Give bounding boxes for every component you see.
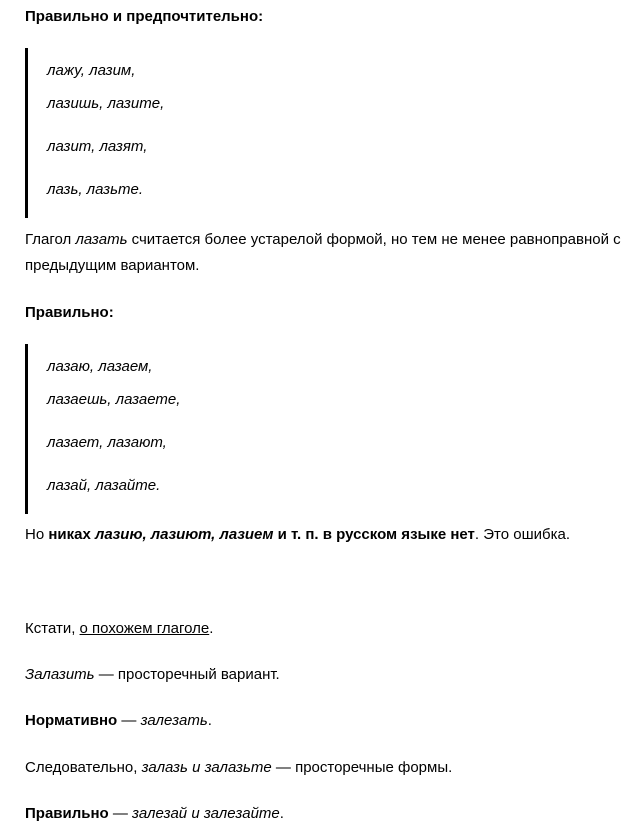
quote-line: лазаю, лазаем, xyxy=(47,358,153,375)
blockquote-preferred-forms xyxy=(25,48,164,218)
quote-line: лазаешь, лазаете, xyxy=(47,391,181,408)
blockquote-correct-forms xyxy=(25,344,180,514)
similar-verb-link[interactable]: о похожем глаголе xyxy=(79,620,210,637)
paragraph-zalazit: Залазить — просторечный вариант. xyxy=(25,666,280,683)
quote-line: лажу, лазим, xyxy=(47,62,136,79)
quote-line: лазь, лазьте. xyxy=(47,181,144,198)
paragraph-error-note: Но никах лазию, лазиют, лазием и т. п. в русском языке нет. Это ошибка. xyxy=(25,526,570,543)
quote-line: лазит, лазят, xyxy=(47,138,148,155)
quote-line: лазает, лазают, xyxy=(47,434,167,451)
section-heading-correct: Правильно: xyxy=(25,304,114,321)
paragraph-normative: Нормативно — залезать. xyxy=(25,712,212,729)
section-heading-preferred: Правильно и предпочтительно: xyxy=(25,8,264,25)
quote-line: лазишь, лазите, xyxy=(47,95,165,112)
paragraph-similar-verb: Кстати, о похожем глаголе. xyxy=(25,620,214,637)
paragraph-correct-forms: Правильно — залезай и залезайте. xyxy=(25,805,284,822)
paragraph-consequently: Следовательно, залазь и залазьте — просторечные формы. xyxy=(25,759,453,776)
quote-line: лазай, лазайте. xyxy=(47,477,161,494)
paragraph-lazat: Глагол лазать считается более устарелой формой, но тем не менее равноправной с предыдущим вариантом. xyxy=(25,231,621,274)
